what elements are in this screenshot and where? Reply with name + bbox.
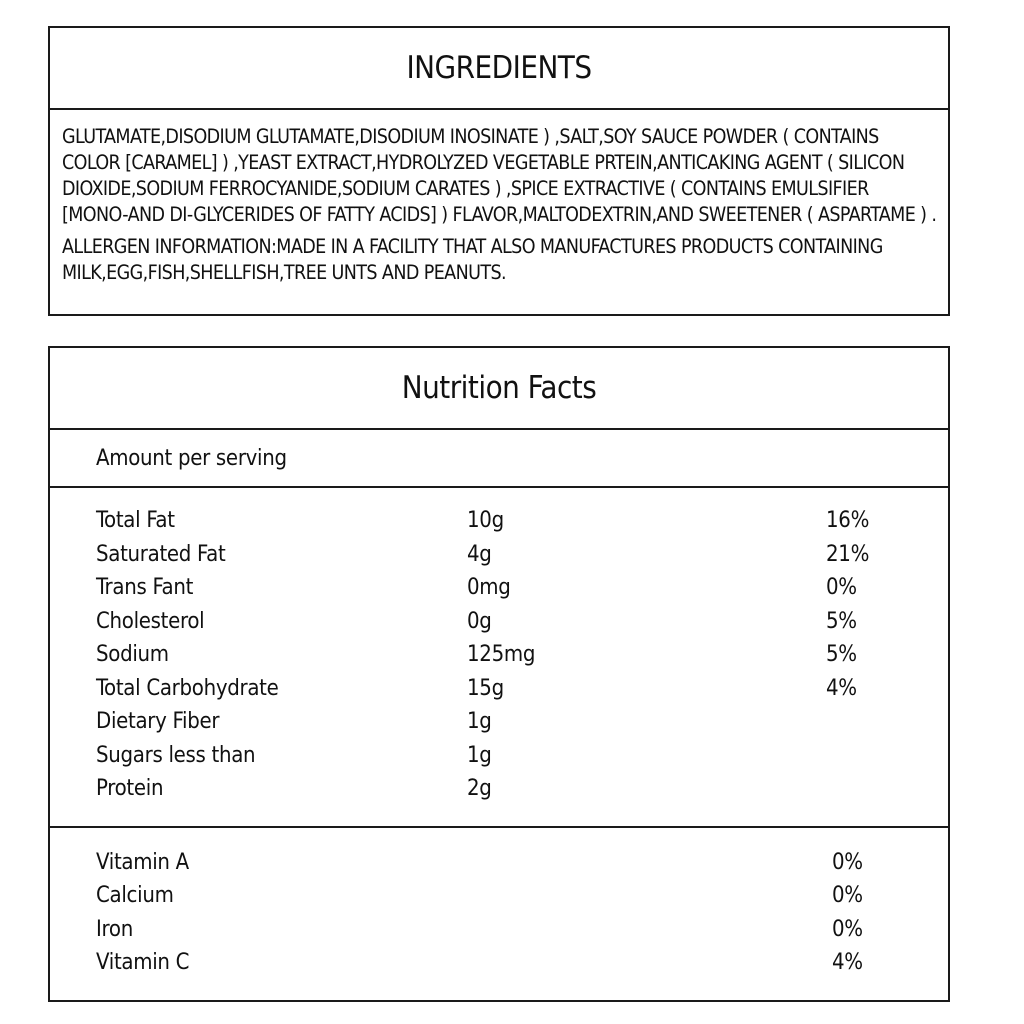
nutrient-daily-value: 16% bbox=[826, 508, 870, 533]
vitamin-name: Iron bbox=[96, 916, 133, 942]
nutrient-amount: 0g bbox=[467, 608, 492, 634]
vitamin-row bbox=[50, 915, 948, 949]
nutrient-name: Total Carbohydrate bbox=[96, 675, 279, 701]
vitamin-name: Vitamin C bbox=[96, 950, 190, 975]
nutrient-name: Sugars less than bbox=[96, 742, 256, 768]
nutrient-amount: 2g bbox=[467, 776, 492, 801]
nutrient-name: Sodium bbox=[96, 642, 169, 667]
nutrition-facts-panel bbox=[48, 346, 950, 1002]
nutrient-amount: 1g bbox=[467, 742, 492, 768]
nutrient-amount: 0mg bbox=[467, 575, 511, 600]
nutrient-row bbox=[50, 640, 948, 674]
nutrient-daily-value: 5% bbox=[826, 642, 857, 667]
nutrient-daily-value: 21% bbox=[826, 541, 870, 567]
vitamin-daily-value: 0% bbox=[832, 883, 863, 908]
allergen-text: ALLERGEN INFORMATION:MADE IN A FACILITY THAT ALSO MANUFACTURES PRODUCTS CONTAINING MILK,EGG,FISH,SHELLFISH,TREE UNTS AND PEANUTS. bbox=[62, 235, 883, 284]
nutrient-row bbox=[50, 674, 948, 708]
nutrient-row bbox=[50, 540, 948, 574]
ingredients-title: INGREDIENTS bbox=[50, 28, 948, 110]
nutrient-row bbox=[50, 506, 948, 540]
nutrient-name: Protein bbox=[96, 776, 164, 801]
vitamin-row bbox=[50, 881, 948, 915]
vitamin-row bbox=[50, 948, 948, 982]
ingredients-body bbox=[50, 110, 948, 286]
nutrient-row bbox=[50, 707, 948, 741]
nutrient-row bbox=[50, 573, 948, 607]
vitamin-name: Vitamin A bbox=[96, 849, 189, 875]
nutrient-amount: 4g bbox=[467, 541, 492, 567]
nutrient-list bbox=[50, 488, 948, 828]
amount-per-serving-label: Amount per serving bbox=[50, 430, 948, 488]
nutrient-amount: 125mg bbox=[467, 642, 536, 667]
ingredients-panel bbox=[48, 26, 950, 316]
nutrient-daily-value: 0% bbox=[826, 575, 857, 600]
nutrient-amount: 10g bbox=[467, 508, 504, 533]
vitamin-daily-value: 4% bbox=[832, 950, 863, 975]
nutrient-name: Trans Fant bbox=[96, 575, 194, 600]
nutrient-name: Cholesterol bbox=[96, 608, 205, 634]
nutrient-row bbox=[50, 741, 948, 775]
nutrient-daily-value: 4% bbox=[826, 675, 857, 701]
nutrition-title: Nutrition Facts bbox=[50, 348, 948, 430]
ingredients-text: GLUTAMATE,DISODIUM GLUTAMATE,DISODIUM INOSINATE ) ,SALT,SOY SAUCE POWDER ( CONTAINS COLOR [CARAMEL] ) ,YEAST EXTRACT,HYDROLYZED VEGETABLE PRTEIN,ANTICAKING AGENT ( SILICON DIOXIDE,SODIUM FERROCYANIDE,SODIUM CARATES ) ,SPICE EXTRACTIVE ( CONTAINS EMULSIFIER [MONO-AND DI-GLYCERIDES OF FATTY ACIDS] ) FLAVOR,MALTODEXTRIN,AND SWEETENER ( ASPARTAME ) . bbox=[62, 125, 937, 226]
vitamin-daily-value: 0% bbox=[832, 916, 863, 942]
nutrient-amount: 15g bbox=[467, 675, 504, 701]
nutrient-daily-value: 5% bbox=[826, 608, 857, 634]
nutrient-name: Dietary Fiber bbox=[96, 709, 220, 734]
vitamin-daily-value: 0% bbox=[832, 849, 863, 875]
vitamin-name: Calcium bbox=[96, 883, 174, 908]
vitamin-list bbox=[50, 828, 948, 982]
nutrient-amount: 1g bbox=[467, 709, 492, 734]
nutrient-row bbox=[50, 607, 948, 641]
nutrient-name: Total Fat bbox=[96, 508, 175, 533]
nutrient-name: Saturated Fat bbox=[96, 541, 226, 567]
vitamin-row bbox=[50, 848, 948, 882]
nutrient-row bbox=[50, 774, 948, 808]
